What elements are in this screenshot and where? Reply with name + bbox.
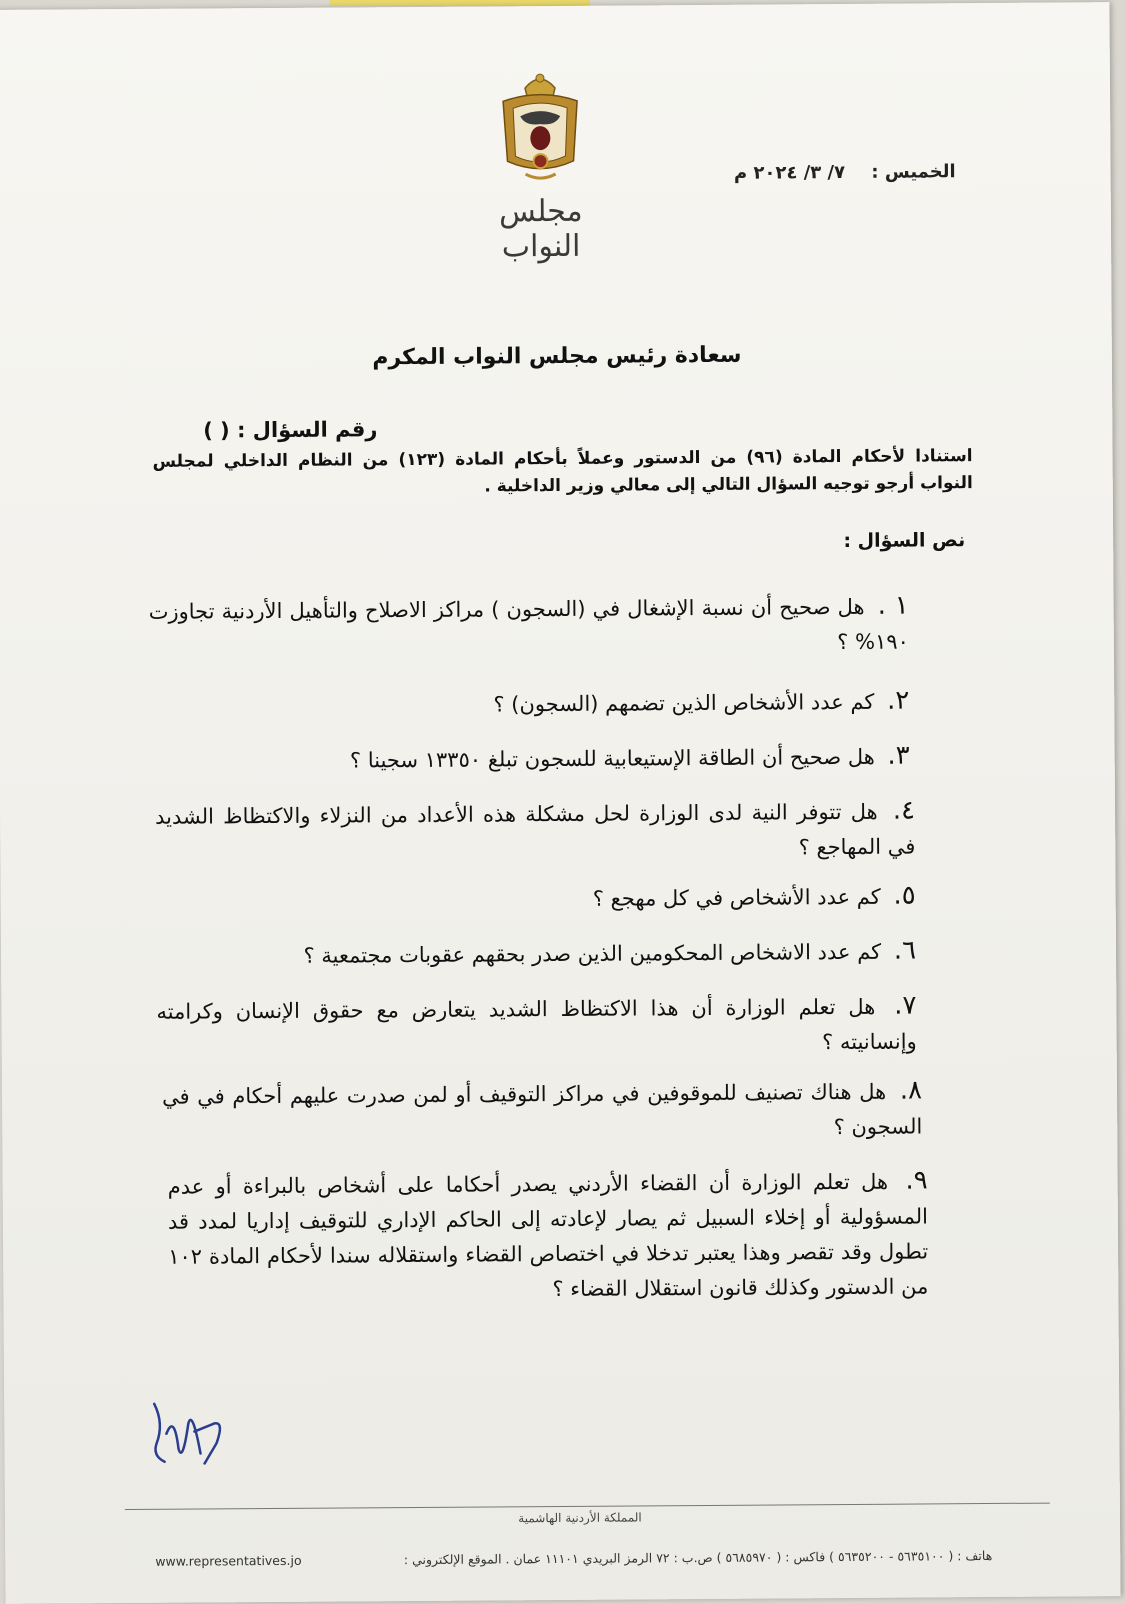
question-number: ٥. [893, 880, 916, 911]
question-item-9 [168, 1163, 929, 1309]
letter-page [0, 2, 1121, 1604]
question-item-3 [150, 739, 910, 780]
question-text: هل تتوفر النية لدى الوزارة لحل مشكلة هذه الأعداد من النزلاء والاكتظاظ الشديد في المهاجع ؟ [155, 799, 916, 860]
handwritten-signature [144, 1393, 235, 1474]
addressee-heading: سعادة رئيس مجلس النواب المكرم [372, 342, 742, 371]
footer-logo-text: المملكة الأردنية الهاشمية [518, 1510, 642, 1526]
preamble-paragraph: استنادا لأحكام المادة (٩٦) من الدستور وعملاً بأحكام المادة (١٢٣) من النظام الداخلي لمجلس النواب أرجو توجيه السؤال التالي إلى معالي وزير الداخلية . [152, 446, 973, 497]
question-number: ٦. [893, 935, 917, 966]
coat-of-arms-icon [495, 66, 586, 187]
question-text: كم عدد الاشخاص المحكومين الذين صدر بحقهم عقوبات مجتمعية ؟ [303, 939, 882, 968]
question-number: ٧. [894, 990, 917, 1021]
footer-divider [125, 1503, 1050, 1510]
date-label: الخميس : [871, 161, 956, 183]
date-value: ٧/ ٣/ ٢٠٢٤ م [733, 161, 846, 184]
question-item-1 [149, 589, 909, 665]
question-number: ٩. [905, 1165, 928, 1196]
question-number: ٢. [886, 685, 910, 716]
question-text: هل صحيح أن الطاقة الإستيعابية للسجون تبلغ ١٣٣٥٠ سجينا ؟ [349, 744, 875, 773]
question-number: ٤. [892, 795, 916, 826]
question-item-8 [162, 1073, 922, 1149]
date-line [734, 161, 956, 184]
question-number: ٣. [887, 740, 910, 771]
question-text-label: نص السؤال : [843, 529, 966, 552]
question-item-6 [156, 934, 916, 975]
council-name-logo: مجلس النواب [498, 193, 583, 265]
question-item-7 [156, 988, 916, 1064]
question-text: كم عدد الأشخاص الذين تضمهم (السجون) ؟ [493, 689, 875, 717]
question-text: هل صحيح أن نسبة الإشغال في (السجون ) مراكز الاصلاح والتأهيل الأردنية تجاوزت ١٩٠% ؟ [148, 594, 909, 655]
footer-website-link[interactable]: www.representatives.jo [155, 1552, 302, 1569]
question-number: ٨. [899, 1075, 923, 1106]
question-number-label: رقم السؤال : ( ) [203, 417, 378, 443]
question-text: كم عدد الأشخاص في كل مهجع ؟ [592, 884, 881, 911]
footer-contact: هاتف : ( ٥٦٣٥١٠٠ - ٥٦٣٥٢٠٠ ) فاكس : ( ٥٦٨٥٩٧٠ ) ص.ب : ٧٢ الرمز البريدي ١١١٠١ عمان . الموقع الإلكتروني : [403, 1547, 993, 1568]
question-text: هل تعلم الوزارة أن هذا الاكتظاظ الشديد يتعارض مع حقوق الإنسان وكرامته وإنسانيته ؟ [156, 994, 917, 1055]
question-text: هل هناك تصنيف للموقوفين في مراكز التوقيف أو لمن صدرت عليهم أحكام في في السجون ؟ [161, 1079, 923, 1140]
question-item-5 [156, 879, 916, 920]
question-text: هل تعلم الوزارة أن القضاء الأردني يصدر أحكاما على أشخاص بالبراءة أو عدم المسؤولية أو إخلاء السبيل ثم يصار لإعادته إلى الحاكم الإداري للتوقيف إداريا لمدد قد تطول وقد تقصر وهذا يعتبر تدخلا في اختصاص القضاء واستقلاله سندا لأحكام المادة ١٠٢ من الدستور وكذلك قانون استقلال القضاء ؟ [167, 1169, 929, 1302]
question-item-4 [155, 794, 915, 870]
question-item-2 [149, 684, 909, 725]
question-number: ١ . [877, 590, 909, 621]
